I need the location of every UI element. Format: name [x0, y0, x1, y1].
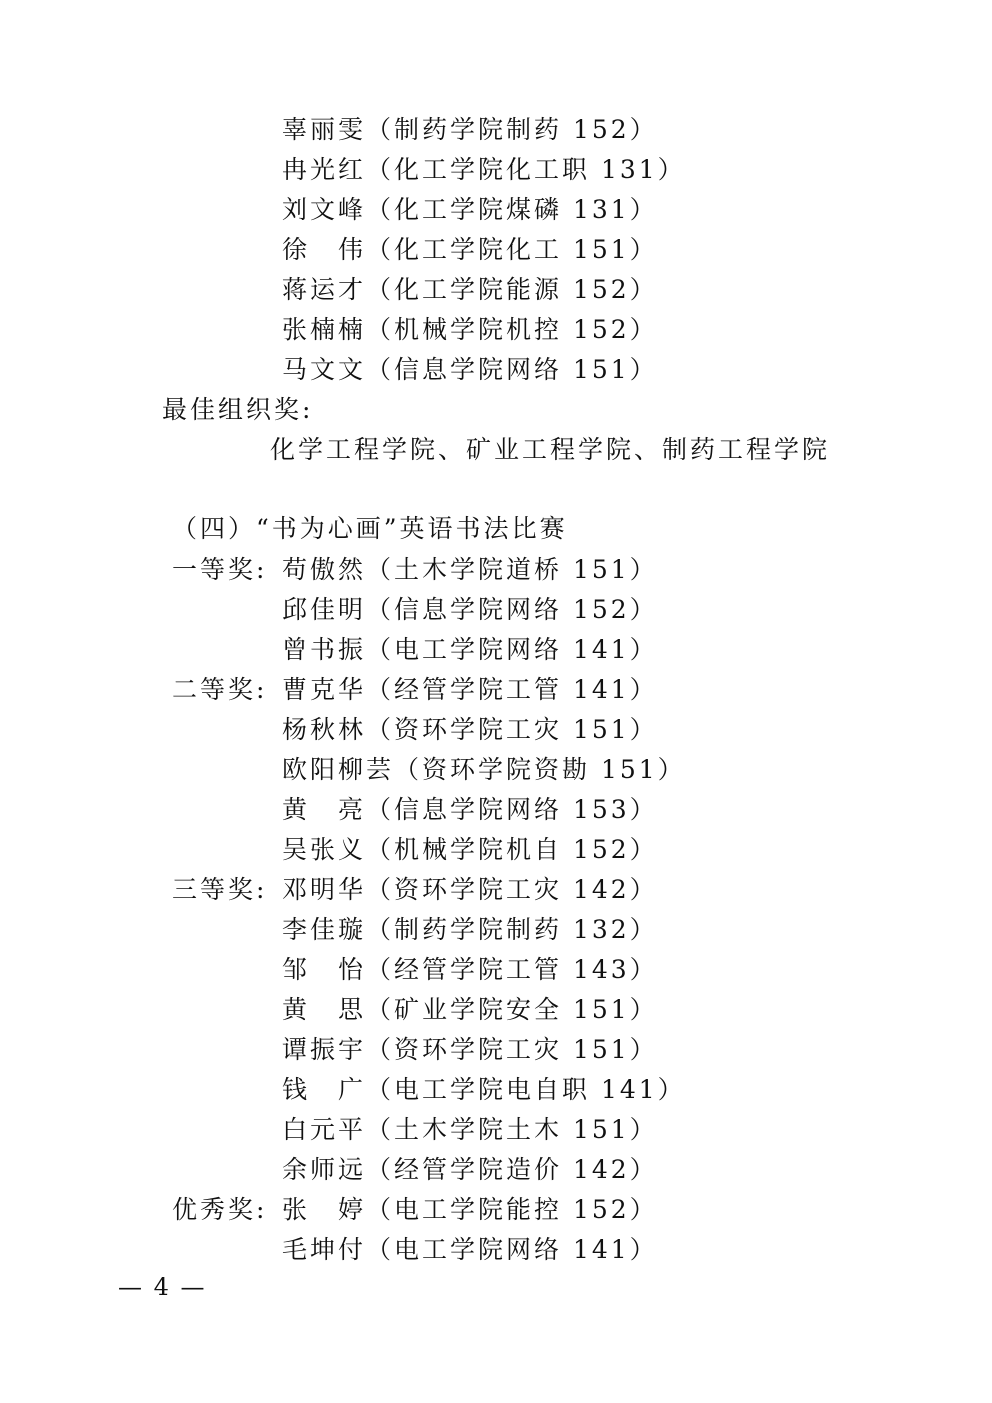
- list-item: 杨秋林（资环学院工灾 151）: [282, 715, 658, 744]
- list-item: 钱 广（电工学院电自职 141）: [282, 1075, 686, 1104]
- list-item: 余师远（经管学院造价 142）: [282, 1155, 658, 1184]
- list-item: 曾书振（电工学院网络 141）: [282, 635, 658, 664]
- list-item: 白元平（土木学院土木 151）: [282, 1115, 658, 1144]
- list-item: 张楠楠（机械学院机控 152）: [282, 315, 658, 344]
- list-item: 辜丽雯（制药学院制药 152）: [282, 115, 658, 144]
- list-item: 欧阳柳芸（资环学院资勘 151）: [282, 755, 686, 784]
- list-item: 吴张义（机械学院机自 152）: [282, 835, 658, 864]
- list-item: 谭振宇（资环学院工灾 151）: [282, 1035, 658, 1064]
- page-number: — 4 —: [118, 1273, 207, 1301]
- award-label-third: 三等奖:: [172, 875, 268, 904]
- award-label-second: 二等奖:: [172, 675, 268, 704]
- best-org-label: 最佳组织奖:: [162, 395, 314, 424]
- list-item: 黄 亮（信息学院网络 153）: [282, 795, 658, 824]
- list-item: 毛坤付（电工学院网络 141）: [282, 1235, 658, 1264]
- list-item: 马文文（信息学院网络 151）: [282, 355, 658, 384]
- list-item: 刘文峰（化工学院煤磷 131）: [282, 195, 658, 224]
- award-label-excellent: 优秀奖:: [172, 1195, 268, 1224]
- award-label-first: 一等奖:: [172, 555, 268, 584]
- list-item: 苟傲然（土木学院道桥 151）: [282, 555, 658, 584]
- section-title: （四）“书为心画”英语书法比赛: [172, 514, 568, 543]
- list-item: 邓明华（资环学院工灾 142）: [282, 875, 658, 904]
- list-item: 邱佳明（信息学院网络 152）: [282, 595, 658, 624]
- list-item: 李佳璇（制药学院制药 132）: [282, 915, 658, 944]
- list-item: 徐 伟（化工学院化工 151）: [282, 235, 658, 264]
- list-item: 黄 思（矿业学院安全 151）: [282, 995, 658, 1024]
- list-item: 冉光红（化工学院化工职 131）: [282, 155, 686, 184]
- list-item: 蒋运才（化工学院能源 152）: [282, 275, 658, 304]
- best-org-value: 化学工程学院、矿业工程学院、制药工程学院: [270, 435, 831, 464]
- list-item: 邹 怡（经管学院工管 143）: [282, 955, 658, 984]
- list-item: 张 婷（电工学院能控 152）: [282, 1195, 658, 1224]
- list-item: 曹克华（经管学院工管 141）: [282, 675, 658, 704]
